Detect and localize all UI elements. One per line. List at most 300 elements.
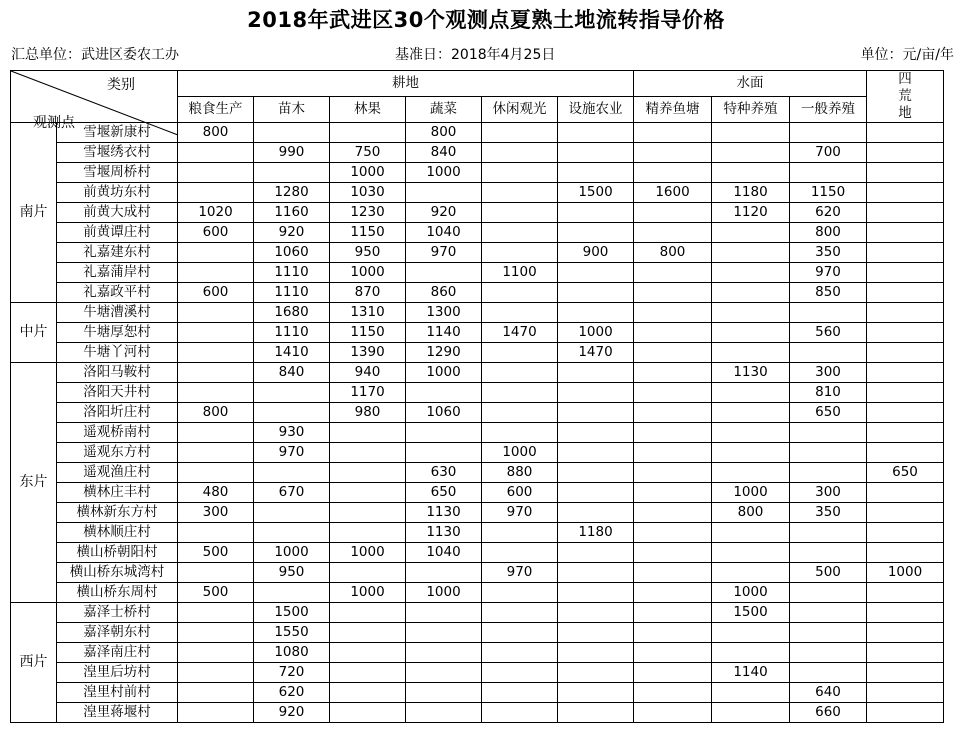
- price-cell: [790, 443, 867, 463]
- price-cell: [867, 223, 944, 243]
- price-cell: 870: [330, 283, 406, 303]
- price-cell: [178, 303, 254, 323]
- table-row: [11, 223, 944, 243]
- price-cell: [712, 223, 790, 243]
- region-cell: 南片: [11, 123, 57, 303]
- category-label: 类别: [107, 77, 135, 93]
- table-row: [11, 483, 944, 503]
- village-cell: 雪堰绣衣村: [57, 143, 178, 163]
- price-cell: [178, 163, 254, 183]
- price-cell: [558, 143, 634, 163]
- price-cell: [634, 663, 712, 683]
- village-cell: 横林庄丰村: [57, 483, 178, 503]
- price-cell: [406, 443, 482, 463]
- price-cell: 1500: [558, 183, 634, 203]
- table-row: [11, 143, 944, 163]
- price-cell: [482, 223, 558, 243]
- table-row: [11, 363, 944, 383]
- price-cell: 700: [790, 143, 867, 163]
- price-cell: 1110: [254, 323, 330, 343]
- price-cell: [254, 523, 330, 543]
- table-row: [11, 603, 944, 623]
- price-cell: [254, 503, 330, 523]
- price-cell: [867, 363, 944, 383]
- price-cell: [634, 343, 712, 363]
- price-cell: 1150: [330, 223, 406, 243]
- table-row: [11, 263, 944, 283]
- price-cell: [178, 363, 254, 383]
- price-cell: 1000: [406, 163, 482, 183]
- price-cell: [712, 623, 790, 643]
- village-cell: 湟里村前村: [57, 683, 178, 703]
- price-cell: 1000: [867, 563, 944, 583]
- price-cell: [254, 383, 330, 403]
- price-cell: [178, 623, 254, 643]
- price-cell: [790, 663, 867, 683]
- price-cell: [406, 643, 482, 663]
- price-cell: [406, 563, 482, 583]
- table-row: [11, 623, 944, 643]
- price-cell: [482, 603, 558, 623]
- price-cell: [558, 163, 634, 183]
- price-cell: 500: [178, 543, 254, 563]
- village-cell: 前黄坊东村: [57, 183, 178, 203]
- village-cell: 遥观东方村: [57, 443, 178, 463]
- region-cell: 西片: [11, 603, 57, 723]
- village-cell: 前黄大成村: [57, 203, 178, 223]
- price-cell: 1300: [406, 303, 482, 323]
- price-cell: [867, 443, 944, 463]
- price-cell: [790, 123, 867, 143]
- table-row: [11, 643, 944, 663]
- price-cell: 1130: [406, 503, 482, 523]
- price-cell: 970: [254, 443, 330, 463]
- price-cell: [330, 443, 406, 463]
- price-cell: [634, 603, 712, 623]
- village-cell: 牛塘丫河村: [57, 343, 178, 363]
- table-row: [11, 583, 944, 603]
- price-cell: 880: [482, 463, 558, 483]
- price-cell: [558, 403, 634, 423]
- base-date-label: 基准日：2018年4月25日: [395, 47, 556, 63]
- price-cell: 600: [178, 283, 254, 303]
- price-cell: [254, 463, 330, 483]
- price-cell: [712, 403, 790, 423]
- price-cell: [406, 423, 482, 443]
- table-row: [11, 203, 944, 223]
- price-cell: [178, 423, 254, 443]
- price-cell: [482, 623, 558, 643]
- price-cell: [558, 563, 634, 583]
- table-row: [11, 663, 944, 683]
- price-cell: 970: [482, 563, 558, 583]
- price-cell: 1100: [482, 263, 558, 283]
- price-cell: 1000: [482, 443, 558, 463]
- village-cell: 横山桥东城湾村: [57, 563, 178, 583]
- price-cell: 620: [790, 203, 867, 223]
- price-cell: [634, 263, 712, 283]
- price-cell: [790, 583, 867, 603]
- price-cell: [867, 123, 944, 143]
- price-cell: [712, 463, 790, 483]
- village-cell: 横山桥东周村: [57, 583, 178, 603]
- price-cell: [867, 203, 944, 223]
- price-cell: [330, 523, 406, 543]
- price-cell: [634, 323, 712, 343]
- price-cell: [790, 603, 867, 623]
- price-cell: 1140: [712, 663, 790, 683]
- price-cell: [867, 303, 944, 323]
- price-cell: [330, 703, 406, 723]
- price-cell: [712, 163, 790, 183]
- price-cell: 930: [254, 423, 330, 443]
- price-cell: 1000: [712, 583, 790, 603]
- price-cell: [482, 683, 558, 703]
- price-cell: 640: [790, 683, 867, 703]
- price-cell: [634, 523, 712, 543]
- price-cell: 800: [178, 403, 254, 423]
- price-cell: 1160: [254, 203, 330, 223]
- price-cell: 650: [867, 463, 944, 483]
- price-cell: [634, 403, 712, 423]
- price-cell: [867, 603, 944, 623]
- price-cell: [634, 623, 712, 643]
- price-cell: [558, 303, 634, 323]
- price-cell: [790, 163, 867, 183]
- price-cell: [178, 683, 254, 703]
- price-cell: [178, 463, 254, 483]
- price-cell: 1000: [330, 163, 406, 183]
- village-cell: 前黄谭庄村: [57, 223, 178, 243]
- page-title: 2018年武进区30个观测点夏熟土地流转指导价格: [247, 8, 725, 32]
- price-cell: 1000: [254, 543, 330, 563]
- price-cell: [482, 283, 558, 303]
- price-cell: [867, 663, 944, 683]
- table-row: [11, 703, 944, 723]
- price-cell: [790, 643, 867, 663]
- price-cell: [867, 523, 944, 543]
- price-cell: [867, 703, 944, 723]
- price-cell: [712, 703, 790, 723]
- price-cell: [406, 663, 482, 683]
- table-row: [11, 243, 944, 263]
- price-cell: [558, 383, 634, 403]
- group-header-water: 水面: [634, 71, 867, 97]
- price-cell: [634, 643, 712, 663]
- column-header: 特种养殖: [712, 97, 790, 123]
- price-cell: 940: [330, 363, 406, 383]
- price-cell: 1130: [406, 523, 482, 543]
- price-cell: 300: [790, 363, 867, 383]
- price-cell: [330, 643, 406, 663]
- price-cell: [712, 383, 790, 403]
- village-cell: 礼嘉建东村: [57, 243, 178, 263]
- price-cell: [406, 263, 482, 283]
- price-cell: 1000: [330, 263, 406, 283]
- price-cell: [790, 343, 867, 363]
- price-cell: 810: [790, 383, 867, 403]
- village-cell: 横林新东方村: [57, 503, 178, 523]
- price-cell: 800: [406, 123, 482, 143]
- price-cell: [482, 403, 558, 423]
- price-cell: [406, 183, 482, 203]
- price-cell: [867, 243, 944, 263]
- table-row: [11, 563, 944, 583]
- price-cell: [178, 563, 254, 583]
- price-cell: [558, 123, 634, 143]
- price-cell: [558, 583, 634, 603]
- price-cell: [482, 383, 558, 403]
- price-cell: 750: [330, 143, 406, 163]
- village-cell: 洛阳圻庄村: [57, 403, 178, 423]
- price-cell: 650: [406, 483, 482, 503]
- price-cell: 1130: [712, 363, 790, 383]
- price-cell: 650: [790, 403, 867, 423]
- price-cell: [634, 683, 712, 703]
- price-cell: [178, 183, 254, 203]
- price-cell: [712, 343, 790, 363]
- table-row: [11, 183, 944, 203]
- price-cell: [634, 383, 712, 403]
- price-cell: [406, 383, 482, 403]
- price-cell: 970: [406, 243, 482, 263]
- price-cell: 1110: [254, 263, 330, 283]
- price-cell: [482, 423, 558, 443]
- village-cell: 嘉泽南庄村: [57, 643, 178, 663]
- price-cell: [482, 163, 558, 183]
- diagonal-header-cell: [11, 71, 178, 131]
- village-cell: 洛阳天井村: [57, 383, 178, 403]
- price-cell: [254, 123, 330, 143]
- price-cell: [634, 563, 712, 583]
- price-cell: 480: [178, 483, 254, 503]
- price-cell: 1150: [790, 183, 867, 203]
- price-cell: 1280: [254, 183, 330, 203]
- village-cell: 雪堰周桥村: [57, 163, 178, 183]
- price-cell: 1060: [254, 243, 330, 263]
- price-cell: [867, 343, 944, 363]
- village-cell: 嘉泽士桥村: [57, 603, 178, 623]
- price-cell: 660: [790, 703, 867, 723]
- observation-point-label: 观测点: [33, 115, 75, 131]
- price-cell: [867, 403, 944, 423]
- table-row: [11, 343, 944, 363]
- price-cell: [712, 563, 790, 583]
- price-cell: [330, 423, 406, 443]
- price-cell: 1030: [330, 183, 406, 203]
- price-cell: [330, 623, 406, 643]
- price-cell: [634, 703, 712, 723]
- price-cell: [867, 583, 944, 603]
- village-cell: 湟里后坊村: [57, 663, 178, 683]
- price-cell: 560: [790, 323, 867, 343]
- group-header-farmland: 耕地: [178, 71, 634, 97]
- table-row: [11, 323, 944, 343]
- table-row: [11, 463, 944, 483]
- table-row: [11, 503, 944, 523]
- village-cell: 礼嘉政平村: [57, 283, 178, 303]
- village-cell: 礼嘉蒲岸村: [57, 263, 178, 283]
- price-cell: [558, 643, 634, 663]
- price-cell: 1290: [406, 343, 482, 363]
- price-cell: 620: [254, 683, 330, 703]
- price-cell: [712, 263, 790, 283]
- price-cell: [558, 503, 634, 523]
- price-cell: [482, 183, 558, 203]
- price-cell: [558, 703, 634, 723]
- price-cell: 860: [406, 283, 482, 303]
- price-cell: [634, 203, 712, 223]
- table-row: [11, 523, 944, 543]
- village-cell: 牛塘漕溪村: [57, 303, 178, 323]
- price-cell: 970: [790, 263, 867, 283]
- village-cell: 横山桥朝阳村: [57, 543, 178, 563]
- price-cell: [178, 243, 254, 263]
- price-cell: [558, 443, 634, 463]
- table-row: [11, 163, 944, 183]
- price-cell: [558, 683, 634, 703]
- price-cell: [482, 303, 558, 323]
- village-cell: 牛塘厚恕村: [57, 323, 178, 343]
- price-cell: [406, 703, 482, 723]
- price-cell: [178, 603, 254, 623]
- price-cell: 980: [330, 403, 406, 423]
- price-cell: 350: [790, 243, 867, 263]
- price-cell: [558, 423, 634, 443]
- price-cell: 1470: [482, 323, 558, 343]
- price-cell: [712, 303, 790, 323]
- price-cell: [712, 443, 790, 463]
- price-cell: [178, 443, 254, 463]
- region-cell: 中片: [11, 303, 57, 363]
- price-cell: 920: [254, 703, 330, 723]
- price-cell: [178, 703, 254, 723]
- price-cell: [634, 443, 712, 463]
- table-row: [11, 403, 944, 423]
- price-cell: 850: [790, 283, 867, 303]
- price-cell: 1040: [406, 223, 482, 243]
- price-cell: [867, 643, 944, 663]
- price-cell: [712, 683, 790, 703]
- price-cell: 600: [178, 223, 254, 243]
- price-cell: [558, 483, 634, 503]
- price-cell: 800: [178, 123, 254, 143]
- price-cell: 1000: [558, 323, 634, 343]
- price-cell: [867, 283, 944, 303]
- price-cell: 1040: [406, 543, 482, 563]
- price-cell: [406, 603, 482, 623]
- price-cell: [178, 263, 254, 283]
- price-cell: [634, 583, 712, 603]
- price-cell: [330, 483, 406, 503]
- village-cell: 遥观桥南村: [57, 423, 178, 443]
- column-header: 设施农业: [558, 97, 634, 123]
- price-cell: [867, 503, 944, 523]
- price-table: [10, 70, 944, 723]
- price-cell: [482, 583, 558, 603]
- price-cell: 1310: [330, 303, 406, 323]
- price-cell: 670: [254, 483, 330, 503]
- price-cell: 1680: [254, 303, 330, 323]
- price-cell: [634, 303, 712, 323]
- price-cell: 1180: [558, 523, 634, 543]
- price-cell: [867, 183, 944, 203]
- price-cell: 990: [254, 143, 330, 163]
- price-cell: 1150: [330, 323, 406, 343]
- village-cell: 嘉泽朝东村: [57, 623, 178, 643]
- column-header: 一般养殖: [790, 97, 867, 123]
- price-cell: [712, 423, 790, 443]
- table-row: [11, 303, 944, 323]
- price-cell: [790, 523, 867, 543]
- price-cell: [634, 163, 712, 183]
- price-cell: 600: [482, 483, 558, 503]
- price-cell: [867, 323, 944, 343]
- price-cell: [254, 403, 330, 423]
- price-cell: 1600: [634, 183, 712, 203]
- price-cell: [254, 583, 330, 603]
- price-cell: [712, 323, 790, 343]
- price-cell: [482, 643, 558, 663]
- price-cell: [330, 683, 406, 703]
- price-cell: 1180: [712, 183, 790, 203]
- price-cell: 900: [558, 243, 634, 263]
- price-cell: [482, 543, 558, 563]
- price-cell: [634, 503, 712, 523]
- column-header: 林果: [330, 97, 406, 123]
- table-row: [11, 683, 944, 703]
- price-cell: [482, 143, 558, 163]
- price-cell: [634, 123, 712, 143]
- table-row: [11, 443, 944, 463]
- price-cell: [558, 543, 634, 563]
- price-cell: [178, 643, 254, 663]
- price-cell: 500: [790, 563, 867, 583]
- price-cell: 630: [406, 463, 482, 483]
- price-cell: [482, 523, 558, 543]
- price-cell: 1000: [330, 543, 406, 563]
- price-cell: [330, 563, 406, 583]
- village-cell: 湟里蒋堰村: [57, 703, 178, 723]
- price-cell: [790, 623, 867, 643]
- price-cell: [558, 623, 634, 643]
- price-cell: 1500: [254, 603, 330, 623]
- price-cell: 1550: [254, 623, 330, 643]
- price-cell: [482, 243, 558, 263]
- village-cell: 横林顺庄村: [57, 523, 178, 543]
- price-cell: [558, 463, 634, 483]
- price-cell: [482, 123, 558, 143]
- price-cell: [178, 323, 254, 343]
- price-cell: [712, 283, 790, 303]
- price-cell: [634, 363, 712, 383]
- price-cell: [330, 463, 406, 483]
- price-cell: [558, 203, 634, 223]
- price-cell: [406, 683, 482, 703]
- price-cell: [558, 223, 634, 243]
- price-cell: 950: [254, 563, 330, 583]
- price-cell: [634, 283, 712, 303]
- price-cell: [867, 423, 944, 443]
- price-cell: [178, 663, 254, 683]
- price-cell: 1120: [712, 203, 790, 223]
- price-cell: 1080: [254, 643, 330, 663]
- price-cell: 1110: [254, 283, 330, 303]
- price-cell: [406, 623, 482, 643]
- price-cell: [558, 603, 634, 623]
- wasteland-label: 四荒地: [898, 71, 912, 121]
- price-cell: 350: [790, 503, 867, 523]
